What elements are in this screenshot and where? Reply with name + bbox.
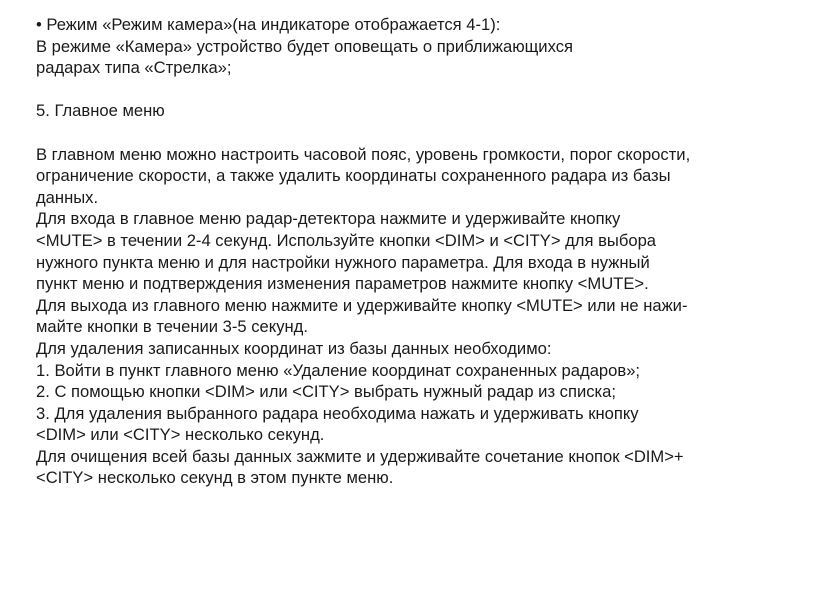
paragraph-line: радарах типа «Стрелка»; <box>36 58 232 78</box>
main-menu-section <box>36 144 831 490</box>
section-heading: 5. Главное меню <box>36 101 165 121</box>
paragraph-line: ограничение скорости, а также удалить координаты сохраненного радара из базы <box>36 166 671 186</box>
paragraph-line: <MUTE> в течении 2-4 секунд. Используйте кнопки <DIM> и <CITY> для выбора <box>36 230 657 250</box>
document-page <box>36 14 831 489</box>
camera-mode-bullet: • Режим «Режим камера»(на индикаторе отображается 4-1): <box>36 15 501 34</box>
spacer <box>36 79 831 101</box>
paragraph-line: <CITY> несколько секунд в этом пункте меню. <box>36 468 394 488</box>
list-item: 1. Войти в пункт главного меню «Удаление координат сохраненных радаров»; <box>36 360 641 380</box>
paragraph-line: Для очищения всей базы данных зажмите и удерживайте сочетание кнопок <DIM>+ <box>36 446 684 466</box>
paragraph-line: пункт меню и подтверждения изменения параметров нажмите кнопку <MUTE>. <box>36 274 649 294</box>
paragraph-line: В главном меню можно настроить часовой пояс, уровень громкости, порог скорости, <box>36 144 691 164</box>
paragraph-line: нужного пункта меню и для настройки нужного параметра. Для входа в нужный <box>36 252 650 272</box>
paragraph-line: Для входа в главное меню радар-детектора нажмите и удерживайте кнопку <box>36 209 621 229</box>
paragraph-line: данных. <box>36 187 99 207</box>
paragraph-line: В режиме «Камера» устройство будет оповещать о приближающихся <box>36 36 573 56</box>
paragraph-line: Для выхода из главного меню нажмите и удерживайте кнопку <MUTE> или не нажи- <box>36 295 688 315</box>
paragraph-line: Для удаления записанных координат из базы данных необходимо: <box>36 338 552 358</box>
list-item: 3. Для удаления выбранного радара необходима нажать и удерживать кнопку <box>36 403 639 423</box>
camera-mode-section <box>36 14 831 79</box>
spacer <box>36 122 831 144</box>
paragraph-line: <DIM> или <CITY> несколько секунд. <box>36 425 325 445</box>
paragraph-line: майте кнопки в течении 3-5 секунд. <box>36 317 308 337</box>
list-item: 2. С помощью кнопки <DIM> или <CITY> выбрать нужный радар из списка; <box>36 382 616 402</box>
